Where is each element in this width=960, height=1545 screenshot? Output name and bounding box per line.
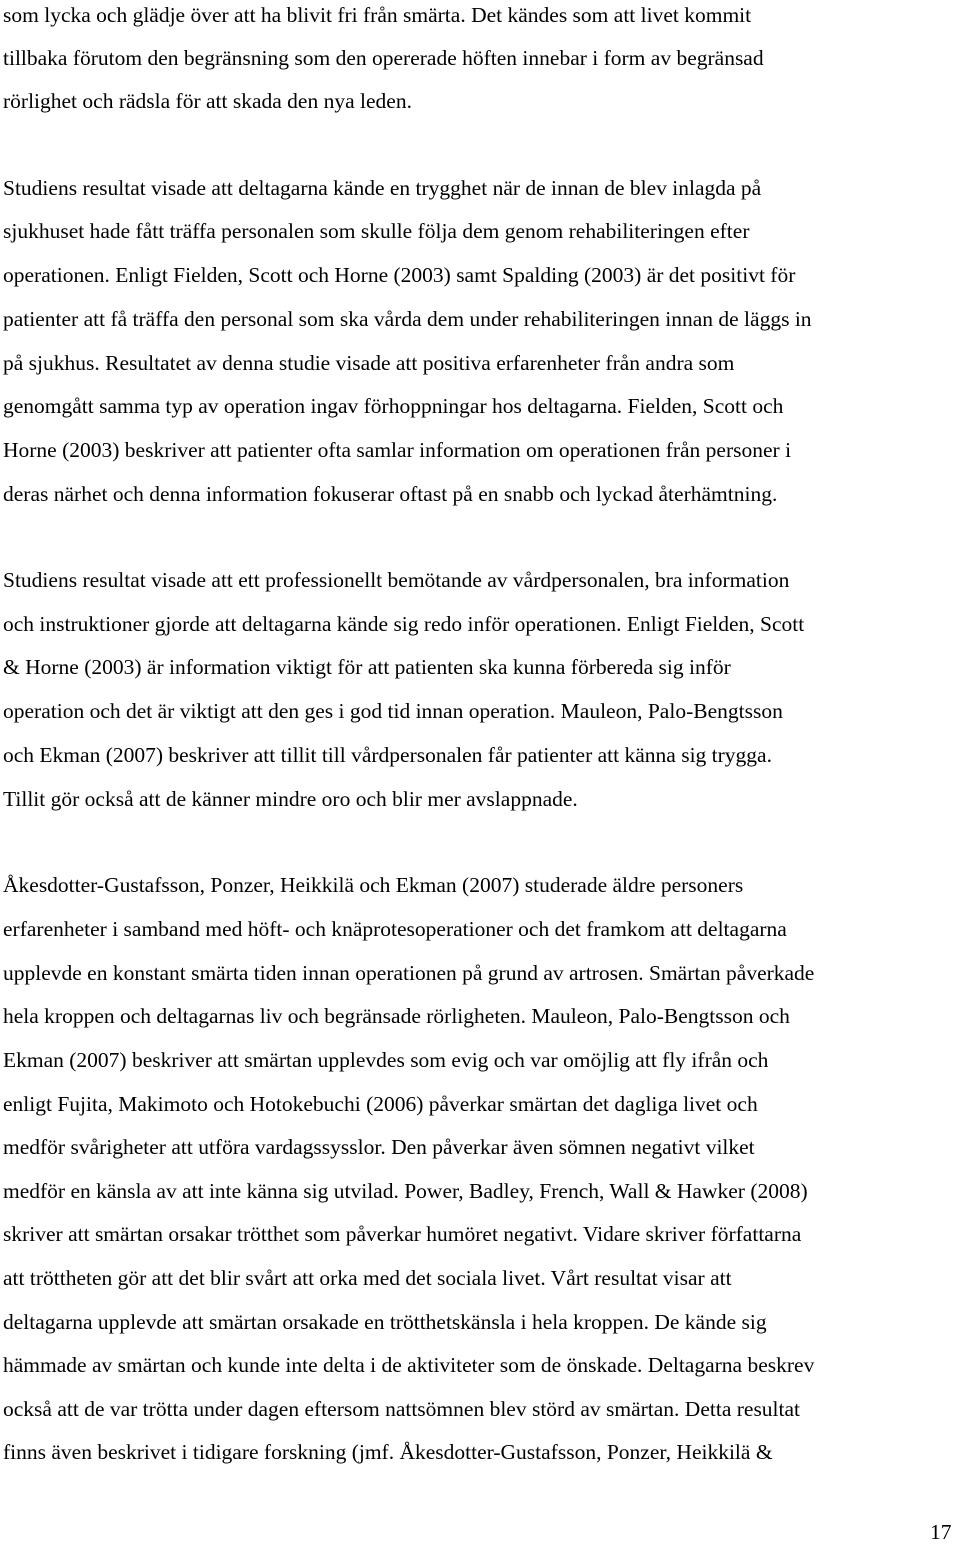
text-line: rörlighet och rädsla för att skada den nya leden.	[3, 89, 412, 113]
text-line: tillbaka förutom den begränsning som den opererade höften innebar i form av begränsad	[3, 46, 764, 70]
text-line: patienter att få träffa den personal som ska vårda dem under rehabiliteringen innan de läggs in	[3, 307, 812, 331]
text-line: hämmade av smärtan och kunde inte delta i de aktiviteter som de önskade. Deltagarna beskrev	[3, 1353, 815, 1377]
text-line: hela kroppen och deltagarnas liv och begränsade rörligheten. Mauleon, Palo-Bengtsson och	[3, 1004, 790, 1028]
text-line: som lycka och glädje över att ha blivit fri från smärta. Det kändes som att livet kommit	[3, 3, 752, 27]
text-line: enligt Fujita, Makimoto och Hotokebuchi (2006) påverkar smärtan det dagliga livet och	[3, 1092, 758, 1116]
text-line: skriver att smärtan orsakar trötthet som påverkar humöret negativt. Vidare skriver författarna	[3, 1222, 802, 1246]
text-line: och Ekman (2007) beskriver att tillit till vårdpersonalen får patienter att känna sig trygga.	[3, 743, 772, 767]
text-line: att tröttheten gör att det blir svårt att orka med det sociala livet. Vårt resultat visar att	[3, 1266, 732, 1290]
text-line: och instruktioner gjorde att deltagarna kände sig redo inför operationen. Enligt Fielden, Scott	[3, 612, 805, 636]
text-line: sjukhuset hade fått träffa personalen som skulle följa dem genom rehabiliteringen efter	[3, 219, 750, 243]
text-line: Åkesdotter-Gustafsson, Ponzer, Heikkilä och Ekman (2007) studerade äldre personers	[3, 873, 744, 897]
text-line: upplevde en konstant smärta tiden innan operationen på grund av artrosen. Smärtan påverkade	[3, 961, 815, 985]
text-line: Studiens resultat visade att deltagarna kände en trygghet när de innan de blev inlagda på	[3, 176, 762, 200]
text-line: på sjukhus. Resultatet av denna studie visade att positiva erfarenheter från andra som	[3, 351, 735, 375]
text-line: & Horne (2003) är information viktigt för att patienten ska kunna förbereda sig inför	[3, 655, 731, 679]
text-line: Studiens resultat visade att ett professionellt bemötande av vårdpersonalen, bra information	[3, 568, 790, 592]
text-line: finns även beskrivet i tidigare forskning (jmf. Åkesdotter-Gustafsson, Ponzer, Heikkilä &	[3, 1440, 773, 1464]
page-number: 17	[930, 1520, 952, 1544]
text-line: medför en känsla av att inte känna sig utvilad. Power, Badley, French, Wall & Hawker (2008)	[3, 1179, 808, 1203]
text-line: Tillit gör också att de känner mindre oro och blir mer avslappnade.	[3, 787, 578, 811]
text-line: operation och det är viktigt att den ges i god tid innan operation. Mauleon, Palo-Bengtsson	[3, 699, 783, 723]
text-line: också att de var trötta under dagen eftersom nattsömnen blev störd av smärtan. Detta resultat	[3, 1397, 801, 1421]
text-line: deras närhet och denna information fokuserar oftast på en snabb och lyckad återhämtning.	[3, 482, 778, 506]
text-line: medför svårigheter att utföra vardagssysslor. Den påverkar även sömnen negativt vilket	[3, 1135, 755, 1159]
text-line: genomgått samma typ av operation ingav förhoppningar hos deltagarna. Fielden, Scott och	[3, 394, 784, 418]
text-line: Horne (2003) beskriver att patienter ofta samlar information om operationen från personer i	[3, 438, 792, 462]
text-line: operationen. Enligt Fielden, Scott och Horne (2003) samt Spalding (2003) är det positivt för	[3, 263, 796, 287]
text-line: Ekman (2007) beskriver att smärtan upplevdes som evig och var omöjlig att fly ifrån och	[3, 1048, 769, 1072]
text-line: erfarenheter i samband med höft- och knäprotesoperationer och det framkom att deltagarna	[3, 917, 787, 941]
text-line: deltagarna upplevde att smärtan orsakade en trötthetskänsla i hela kroppen. De kände sig	[3, 1310, 767, 1334]
